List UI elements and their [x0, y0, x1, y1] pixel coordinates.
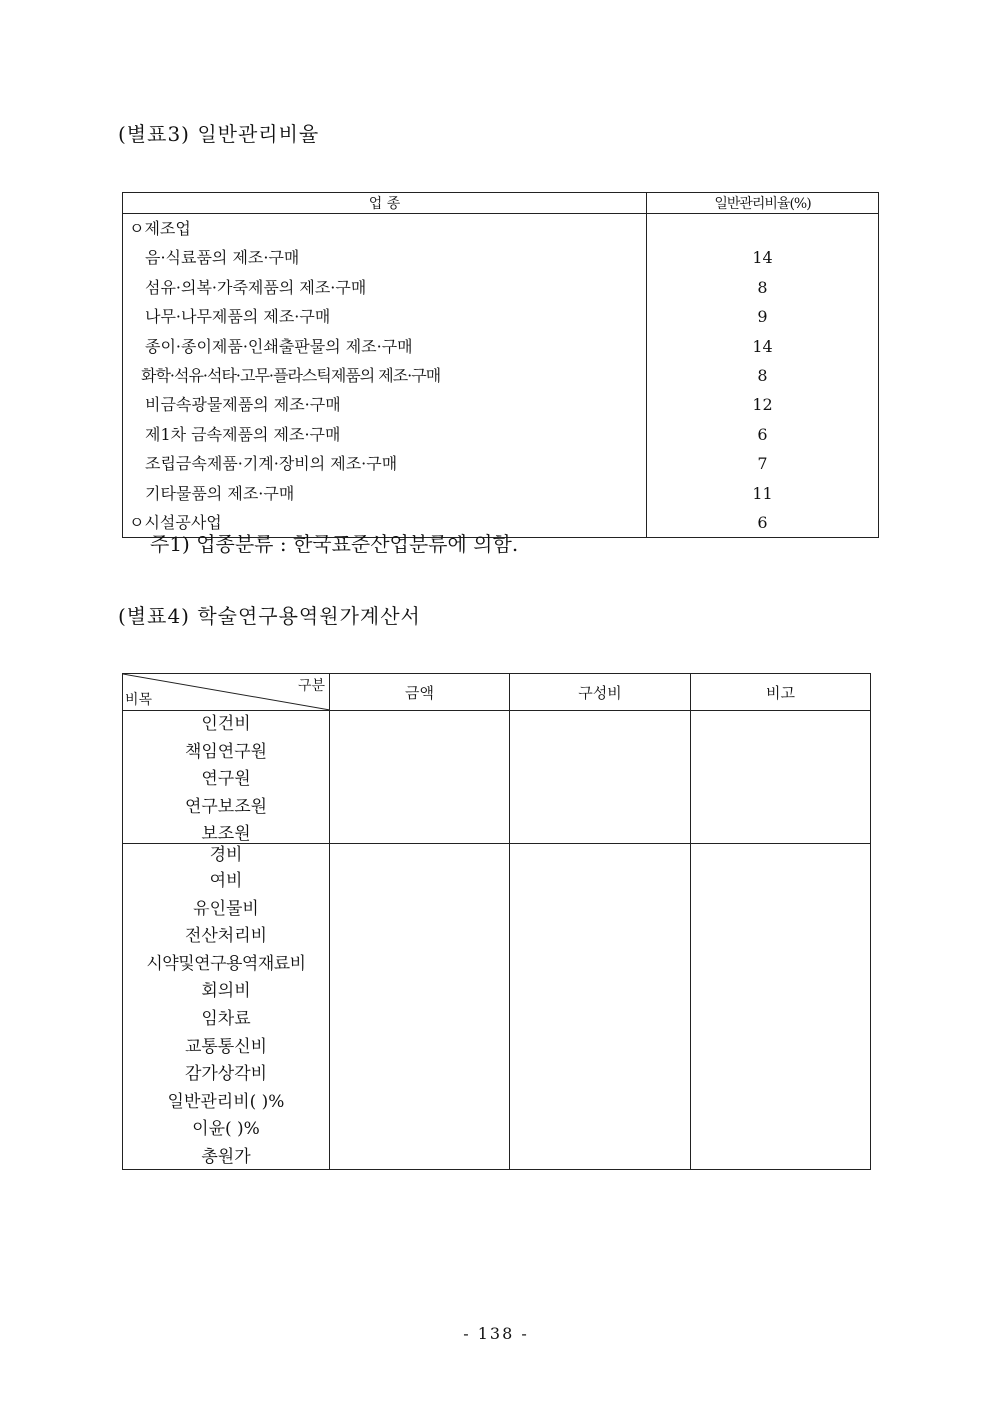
cost-item: 인건비: [201, 714, 251, 734]
industry-label: 조립금속제품·기계·장비의 제조·구매: [145, 454, 398, 474]
rate-value: 7: [757, 454, 768, 474]
cost-item: 여비: [209, 871, 243, 891]
labor-cost-items: [123, 711, 330, 844]
industry-label: 섬유·의복·가죽제품의 제조·구매: [145, 277, 367, 297]
industry-label: 음·식료품의 제조·구매: [145, 248, 300, 268]
rate-value: 14: [752, 248, 773, 268]
cost-item: 이윤( )%: [192, 1119, 260, 1140]
header-industry: 업 종: [123, 193, 647, 214]
rate-value: 8: [757, 365, 768, 385]
labor-remarks-cell[interactable]: [691, 711, 871, 844]
expense-remarks-cell[interactable]: [691, 844, 871, 1170]
cost-item: 임차료: [201, 1008, 251, 1029]
expense-ratio-cell[interactable]: [510, 844, 691, 1170]
rate-value: [647, 214, 878, 243]
cost-item: 경비: [209, 845, 243, 865]
rate-value: 12: [752, 395, 773, 415]
industry-column: [123, 214, 647, 538]
industry-label: 비금속광물제품의 제조·구매: [145, 395, 341, 415]
expense-items: [123, 844, 330, 1170]
industry-label: ㅇ제조업: [129, 219, 191, 238]
industry-label: ㅇ시설공사업: [129, 512, 222, 532]
header-rate: 일반관리비율(%): [647, 193, 879, 214]
labor-amount-cell[interactable]: [330, 711, 510, 844]
section4-title: (별표4) 학술연구용역원가계산서: [118, 604, 421, 628]
industry-label: 기타물품의 제조·구매: [145, 483, 295, 503]
cost-item: 교통통신비: [184, 1036, 268, 1057]
header-amount: 금액: [330, 674, 510, 711]
labor-ratio-cell[interactable]: [510, 711, 691, 844]
general-admin-rate-table: [122, 192, 879, 538]
rate-value: 8: [757, 277, 768, 297]
corner-label-item: 비목: [125, 692, 153, 708]
cost-item: 회의비: [201, 981, 251, 1002]
cost-item: 시약및연구용역재료비: [146, 953, 306, 974]
page-number: - 138 -: [463, 1324, 529, 1343]
rate-value: 9: [757, 307, 768, 327]
industry-label: 제1차 금속제품의 제조·구매: [145, 424, 341, 444]
cost-item: 전산처리비: [184, 926, 268, 947]
header-remarks: 비고: [691, 674, 871, 711]
research-cost-table: [122, 673, 871, 1170]
cost-item: 일반관리비( )%: [167, 1091, 285, 1112]
rate-value: 11: [752, 483, 773, 503]
industry-label: 종이·종이제품·인쇄출판물의 제조·구매: [145, 336, 413, 356]
corner-header: [123, 674, 330, 711]
rate-value: 14: [752, 336, 773, 356]
cost-item: 보조원: [201, 824, 251, 844]
rate-column: [647, 214, 879, 538]
cost-item: 유인물비: [193, 898, 259, 919]
cost-item: 감가상각비: [184, 1064, 268, 1085]
industry-label: 나무·나무제품의 제조·구매: [145, 307, 331, 327]
expense-amount-cell[interactable]: [330, 844, 510, 1170]
cost-item: 연구보조원: [184, 796, 268, 817]
cost-item: 총원가: [201, 1146, 251, 1167]
header-ratio: 구성비: [510, 674, 691, 711]
rate-value: 6: [757, 424, 768, 444]
cost-item: 연구원: [201, 769, 251, 789]
industry-label: 화학·석유·석타·고무·플라스틱제품의 제조·구매: [141, 365, 441, 385]
section3-title: (별표3) 일반관리비율: [118, 122, 320, 146]
rate-value: 6: [757, 512, 768, 532]
corner-label-category: 구분: [297, 678, 325, 694]
industry-classification-note: 주1) 업종분류 : 한국표준산업분류에 의함.: [150, 532, 519, 556]
cost-item: 책임연구원: [184, 741, 268, 762]
